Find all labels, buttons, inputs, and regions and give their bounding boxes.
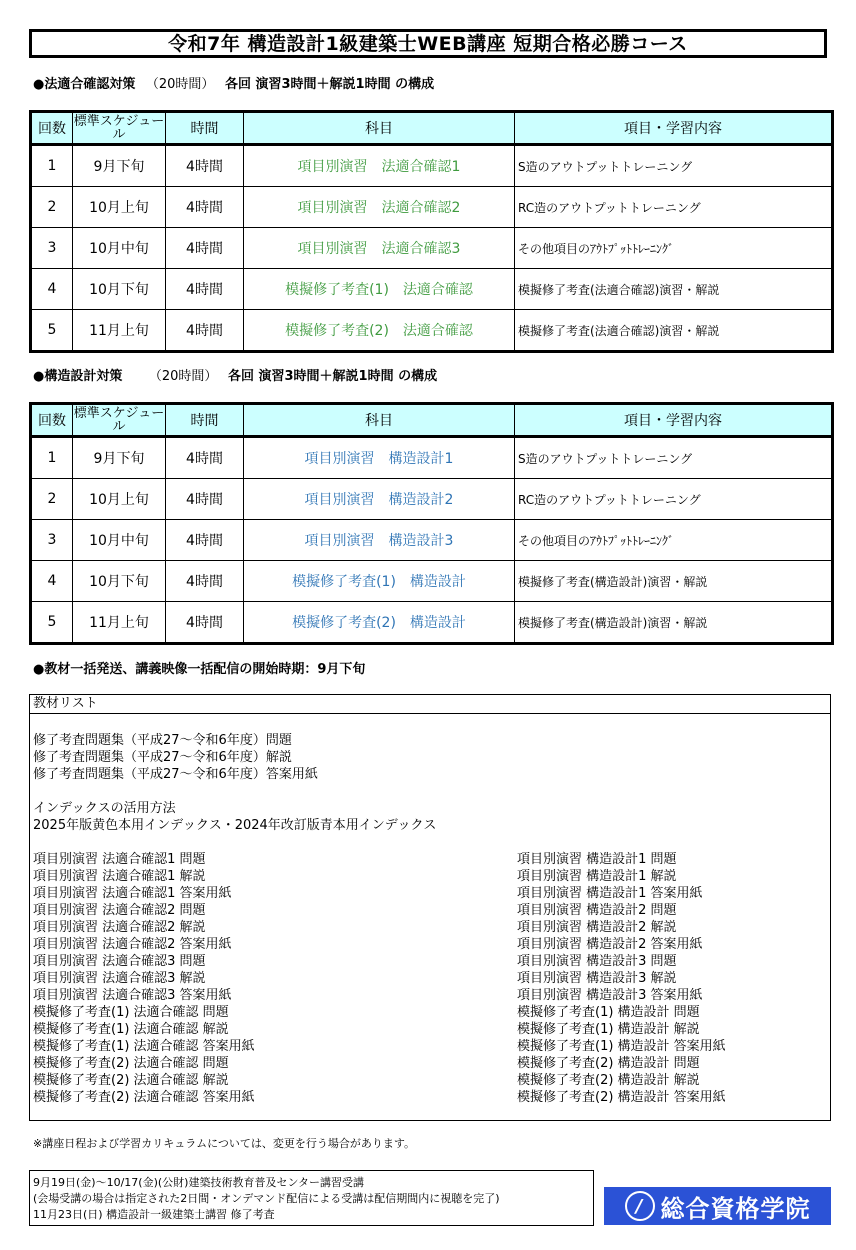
list-item: 項目別演習 構造設計2 答案用紙 — [517, 937, 703, 952]
list-item: 模擬修了考査(1) 法適合確認 問題 — [33, 1005, 229, 1020]
header-content: 項目・学習内容 — [515, 112, 833, 145]
page-title: 令和7年 構造設計1級建築士WEB講座 短期合格必勝コース — [29, 29, 827, 58]
section-detail: 各回 演習3時間＋解説1時間 の構成 — [227, 369, 438, 384]
row-schedule: 11月上旬 — [73, 602, 166, 644]
materials-heading: 教材リスト — [30, 695, 830, 714]
row-subject: 項目別演習 法適合確認3 — [244, 228, 515, 269]
row-content: その他項目のｱｳﾄﾌﾟｯﾄﾄﾚｰﾆﾝｸﾞ — [515, 228, 833, 269]
list-item: 項目別演習 構造設計1 問題 — [517, 852, 677, 867]
list-item: 修了考査問題集（平成27～令和6年度）解説 — [33, 750, 292, 765]
company-logo — [604, 1187, 831, 1225]
header-time: 時間 — [166, 404, 244, 437]
section-heading-structure — [33, 368, 437, 386]
materials-left-column — [33, 851, 255, 1106]
table-row — [31, 602, 833, 644]
row-subject: 項目別演習 法適合確認2 — [244, 187, 515, 228]
row-schedule: 11月上旬 — [73, 310, 166, 352]
row-content: S造のアウトプットトレーニング — [515, 437, 833, 479]
row-number: 1 — [31, 145, 73, 187]
list-item: 項目別演習 構造設計1 答案用紙 — [517, 886, 703, 901]
section-label: ●法適合確認対策 — [33, 77, 136, 92]
row-number: 2 — [31, 187, 73, 228]
list-item: 模擬修了考査(1) 構造設計 解説 — [517, 1022, 700, 1037]
materials-right-column — [517, 851, 726, 1106]
table-header-row — [31, 404, 833, 437]
list-item: 模擬修了考査(1) 法適合確認 答案用紙 — [33, 1039, 255, 1054]
row-number: 5 — [31, 602, 73, 644]
row-content: 模擬修了考査(法適合確認)演習・解説 — [515, 310, 833, 352]
row-time: 4時間 — [166, 269, 244, 310]
list-item: 修了考査問題集（平成27～令和6年度）答案用紙 — [33, 767, 318, 782]
table-row — [31, 145, 833, 187]
list-item: 項目別演習 構造設計2 問題 — [517, 903, 677, 918]
list-item: 項目別演習 法適合確認3 問題 — [33, 954, 206, 969]
list-item: 項目別演習 法適合確認1 答案用紙 — [33, 886, 232, 901]
materials-list — [29, 694, 831, 1121]
law-schedule-table — [29, 110, 834, 353]
row-subject: 項目別演習 構造設計2 — [244, 479, 515, 520]
section-label: ●構造設計対策 — [33, 369, 123, 384]
logo-mark-icon: / — [625, 1191, 655, 1221]
row-schedule: 10月下旬 — [73, 269, 166, 310]
table-row — [31, 228, 833, 269]
row-number: 3 — [31, 520, 73, 561]
list-item: インデックスの活用方法 — [33, 801, 176, 816]
row-subject: 項目別演習 構造設計3 — [244, 520, 515, 561]
header-schedule: 標準スケジュール — [73, 112, 166, 145]
list-item: 模擬修了考査(1) 法適合確認 解説 — [33, 1022, 229, 1037]
row-time: 4時間 — [166, 310, 244, 352]
row-subject: 項目別演習 構造設計1 — [244, 437, 515, 479]
header-subject: 科目 — [244, 112, 515, 145]
list-item: 項目別演習 法適合確認2 問題 — [33, 903, 206, 918]
row-time: 4時間 — [166, 520, 244, 561]
materials-index — [33, 800, 436, 834]
row-time: 4時間 — [166, 561, 244, 602]
info-line: (会場受講の場合は指定された2日間・オンデマンド配信による受講は配信期間内に視聴を完了) — [33, 1192, 500, 1205]
row-schedule: 10月下旬 — [73, 561, 166, 602]
list-item: 2025年版黄色本用インデックス・2024年改訂版青本用インデックス — [33, 818, 437, 833]
section-heading-law — [33, 76, 434, 94]
row-time: 4時間 — [166, 145, 244, 187]
list-item: 項目別演習 法適合確認3 答案用紙 — [33, 988, 232, 1003]
list-item: 修了考査問題集（平成27～令和6年度）問題 — [33, 733, 292, 748]
section-detail: 各回 演習3時間＋解説1時間 の構成 — [224, 77, 435, 92]
row-number: 4 — [31, 561, 73, 602]
header-subject: 科目 — [244, 404, 515, 437]
list-item: 項目別演習 構造設計2 解説 — [517, 920, 677, 935]
header-count: 回数 — [31, 404, 73, 437]
row-number: 1 — [31, 437, 73, 479]
change-notice: ※講座日程および学習カリキュラムについては、変更を行う場合があります。 — [33, 1137, 416, 1150]
section-hours: （20時間） — [148, 369, 218, 384]
row-content: S造のアウトプットトレーニング — [515, 145, 833, 187]
table-header-row — [31, 112, 833, 145]
list-item: 項目別演習 構造設計3 解説 — [517, 971, 677, 986]
row-schedule: 10月中旬 — [73, 228, 166, 269]
section-hours: （20時間） — [145, 77, 215, 92]
list-item: 模擬修了考査(2) 法適合確認 解説 — [33, 1073, 229, 1088]
list-item: 模擬修了考査(2) 構造設計 解説 — [517, 1073, 700, 1088]
list-item: 模擬修了考査(2) 構造設計 問題 — [517, 1056, 700, 1071]
logo-text: 総合資格学院 — [660, 1194, 811, 1223]
table-row — [31, 479, 833, 520]
list-item: 項目別演習 法適合確認3 解説 — [33, 971, 206, 986]
table-row — [31, 310, 833, 352]
list-item: 模擬修了考査(2) 構造設計 答案用紙 — [517, 1090, 726, 1105]
row-time: 4時間 — [166, 602, 244, 644]
row-subject: 項目別演習 法適合確認1 — [244, 145, 515, 187]
row-subject: 模擬修了考査(2) 構造設計 — [244, 602, 515, 644]
row-schedule: 10月上旬 — [73, 187, 166, 228]
table-row — [31, 187, 833, 228]
list-item: 項目別演習 法適合確認2 答案用紙 — [33, 937, 232, 952]
list-item: 項目別演習 構造設計1 解説 — [517, 869, 677, 884]
list-item: 模擬修了考査(2) 法適合確認 答案用紙 — [33, 1090, 255, 1105]
schedule-info-box — [29, 1170, 594, 1226]
header-content: 項目・学習内容 — [515, 404, 833, 437]
header-time: 時間 — [166, 112, 244, 145]
list-item: 項目別演習 法適合確認1 問題 — [33, 852, 206, 867]
list-item: 項目別演習 法適合確認1 解説 — [33, 869, 206, 884]
list-item: 模擬修了考査(1) 構造設計 答案用紙 — [517, 1039, 726, 1054]
list-item: 模擬修了考査(2) 法適合確認 問題 — [33, 1056, 229, 1071]
row-content: 模擬修了考査(構造設計)演習・解説 — [515, 561, 833, 602]
header-count: 回数 — [31, 112, 73, 145]
row-schedule: 10月中旬 — [73, 520, 166, 561]
structure-schedule-table — [29, 402, 834, 645]
list-item: 模擬修了考査(1) 構造設計 問題 — [517, 1005, 700, 1020]
info-line: 11月23日(日) 構造設計一級建築士講習 修了考査 — [33, 1208, 275, 1221]
row-number: 3 — [31, 228, 73, 269]
list-item: 項目別演習 構造設計3 問題 — [517, 954, 677, 969]
row-schedule: 9月下旬 — [73, 437, 166, 479]
row-content: その他項目のｱｳﾄﾌﾟｯﾄﾄﾚｰﾆﾝｸﾞ — [515, 520, 833, 561]
row-content: RC造のアウトプットトレーニング — [515, 479, 833, 520]
row-number: 2 — [31, 479, 73, 520]
row-subject: 模擬修了考査(1) 法適合確認 — [244, 269, 515, 310]
row-time: 4時間 — [166, 479, 244, 520]
row-number: 5 — [31, 310, 73, 352]
row-subject: 模擬修了考査(2) 法適合確認 — [244, 310, 515, 352]
row-time: 4時間 — [166, 187, 244, 228]
materials-problem-books — [33, 732, 318, 783]
row-number: 4 — [31, 269, 73, 310]
table-row — [31, 561, 833, 602]
row-content: 模擬修了考査(構造設計)演習・解説 — [515, 602, 833, 644]
header-schedule: 標準スケジュール — [73, 404, 166, 437]
table-row — [31, 437, 833, 479]
list-item: 項目別演習 構造設計3 答案用紙 — [517, 988, 703, 1003]
row-time: 4時間 — [166, 228, 244, 269]
row-schedule: 9月下旬 — [73, 145, 166, 187]
info-line: 9月19日(金)～10/17(金)(公財)建築技術教育普及センター講習受講 — [33, 1176, 365, 1189]
row-schedule: 10月上旬 — [73, 479, 166, 520]
row-content: 模擬修了考査(法適合確認)演習・解説 — [515, 269, 833, 310]
row-time: 4時間 — [166, 437, 244, 479]
row-subject: 模擬修了考査(1) 構造設計 — [244, 561, 515, 602]
list-item: 項目別演習 法適合確認2 解説 — [33, 920, 206, 935]
table-row — [31, 269, 833, 310]
row-content: RC造のアウトプットトレーニング — [515, 187, 833, 228]
table-row — [31, 520, 833, 561]
delivery-notice: ●教材一括発送、講義映像一括配信の開始時期：9月下旬 — [33, 662, 366, 677]
